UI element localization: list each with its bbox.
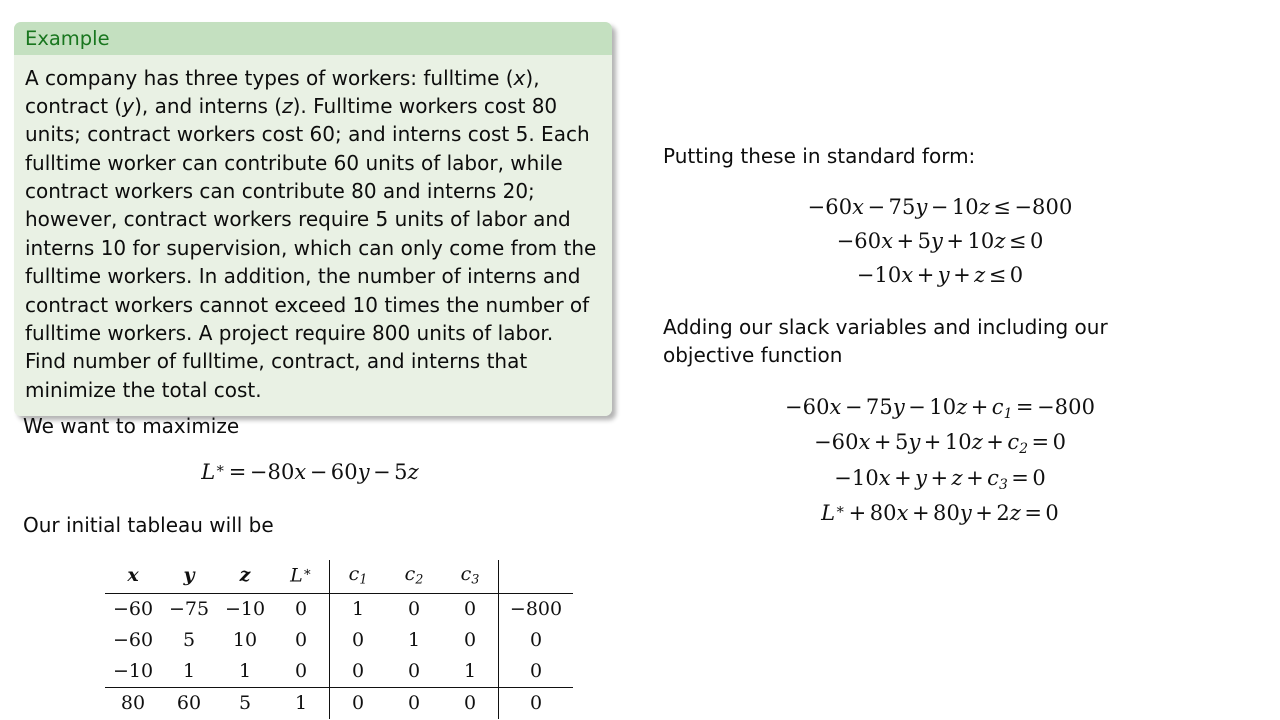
tableau-header-row — [105, 560, 573, 594]
tableau-header-c2: $c_2$ — [404, 562, 424, 587]
tableau-cell: 0 — [294, 598, 308, 620]
tableau-header-c1: $c_1$ — [330, 560, 387, 594]
tableau-cell: −10 — [224, 598, 266, 620]
tableau-cell: 5 — [238, 692, 252, 714]
tableau-label: Our initial tableau will be — [23, 513, 274, 537]
tableau-cell: −10 — [112, 660, 154, 682]
equation-row — [640, 190, 1240, 224]
tableau-cell: 0 — [463, 629, 477, 651]
tableau-cell: 0 — [499, 625, 574, 656]
tableau-cell: 0 — [499, 656, 574, 688]
standard-form-label: Putting these in standard form: — [663, 144, 976, 168]
tableau-header-y: y — [183, 564, 195, 586]
tableau-cell: 5 — [182, 629, 196, 651]
maximize-label: We want to maximize — [23, 414, 240, 438]
equation-math: $-60x + 5y + 10z + c_2 = 0$ — [813, 430, 1067, 458]
table-row — [105, 688, 573, 720]
tableau-cell: 0 — [463, 598, 477, 620]
example-block-text: A company has three types of workers: fulltime (x), contract (y), and interns (z). Fulltime workers cost 80 units; contract workers cost 60; and interns cost 5. Each fulltime worker can contribute 60 units of labor, while contract workers can contribute 80 and interns 20; however, contract workers require 5 units of labor and interns 10 for supervision, which can only come from the fulltime workers. In addition, the number of interns and contract workers cannot exceed 10 times the number of fulltime workers. A project require 800 units of labor. Find number of fulltime, contract, and interns that minimize the total cost. — [25, 65, 597, 402]
tableau-header-lstar: L∗ — [290, 564, 312, 587]
equation-row — [640, 224, 1240, 258]
tableau-cell: 1 — [330, 594, 387, 626]
equation-math: −10x + y + z ≤ 0 — [856, 263, 1024, 288]
equation-row — [640, 258, 1240, 292]
objective-equation — [0, 460, 620, 484]
initial-tableau — [105, 560, 573, 719]
tableau-cell: 60 — [176, 692, 202, 714]
tableau-cell: 0 — [407, 660, 421, 682]
equation-math: −60x + 5y + 10z ≤ 0 — [836, 229, 1044, 254]
slack-form-equations — [640, 390, 1240, 530]
tableau-cell: −800 — [499, 594, 574, 626]
tableau-cell: 0 — [330, 688, 387, 720]
equation-row — [640, 425, 1240, 460]
objective-equation-math: L∗ = −80x − 60y − 5z — [201, 460, 419, 485]
example-block-body — [14, 55, 612, 417]
equation-math: −60x − 75y − 10z ≤ −800 — [807, 195, 1073, 219]
tableau-cell: 1 — [294, 692, 308, 714]
equation-row — [640, 390, 1240, 425]
table-row — [105, 625, 573, 656]
equation-math: L∗ + 80x + 80y + 2z = 0 — [821, 500, 1059, 525]
tableau-header-z: z — [239, 564, 251, 586]
equation-row — [640, 496, 1240, 530]
tableau-cell: 0 — [294, 629, 308, 651]
equation-row — [640, 461, 1240, 496]
tableau-header-x: x — [127, 564, 139, 586]
standard-form-equations — [640, 190, 1240, 292]
tableau-cell: 0 — [294, 660, 308, 682]
tableau-cell: 1 — [182, 660, 196, 682]
tableau-cell: 10 — [232, 629, 258, 651]
tableau-cell: 1 — [407, 629, 421, 651]
equation-math: $-60x - 75y - 10z + c_1 = -800$ — [784, 395, 1096, 422]
tableau-cell: 0 — [330, 656, 387, 688]
tableau-cell: 0 — [407, 692, 421, 714]
tableau-cell: 0 — [463, 692, 477, 714]
tableau-cell: −60 — [112, 598, 154, 620]
equation-math: $-10x + y + z + c_3 = 0$ — [834, 465, 1046, 493]
tableau-cell: 80 — [120, 692, 146, 714]
example-block — [14, 22, 612, 416]
tableau-cell: −60 — [112, 629, 154, 651]
tableau-header-rhs — [499, 560, 574, 594]
tableau-cell: −75 — [168, 598, 210, 620]
slack-variables-label: Adding our slack variables and including our objective function — [663, 315, 1108, 367]
tableau-cell: 0 — [330, 625, 387, 656]
tableau-header-c3: $c_3$ — [460, 562, 480, 587]
tableau-cell: 0 — [499, 688, 574, 720]
right-column — [640, 0, 1280, 720]
example-block-title: Example — [14, 22, 612, 55]
tableau-cell: 0 — [407, 598, 421, 620]
table-row — [105, 656, 573, 688]
tableau-cell: 1 — [238, 660, 252, 682]
table-row — [105, 594, 573, 626]
tableau-cell: 1 — [463, 660, 477, 682]
